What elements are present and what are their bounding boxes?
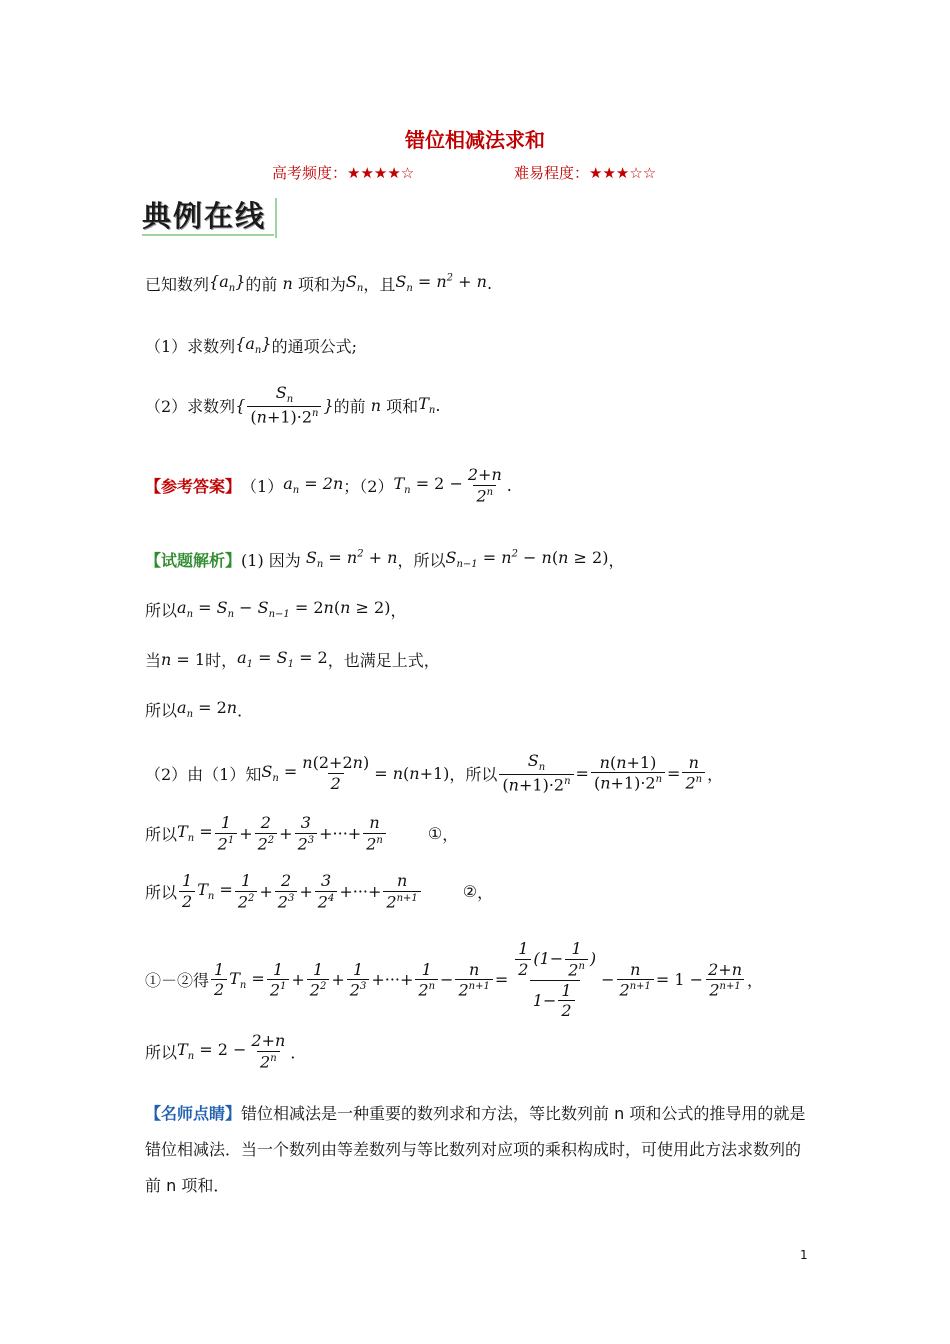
page-title: 错位相减法求和 bbox=[405, 128, 545, 152]
analysis-line-2: 所以 $a_n = S_n - S_{n-1} = 2n(n \ge 2)$ ， bbox=[145, 598, 407, 621]
section-banner-text: 典例在线 bbox=[142, 199, 267, 233]
section-banner bbox=[142, 194, 274, 236]
banner-edge bbox=[275, 198, 277, 238]
problem-intro: 已知数列 $\{a_n\}$ 的前 n 项和为 $S_n$ ，且 $S_n = n^2 + n$ . bbox=[145, 272, 493, 295]
tip-label: 【名师点睛】 bbox=[145, 1104, 242, 1123]
frequency-rating: 高考频度：★★★★☆ bbox=[272, 164, 415, 182]
analysis-line-7: 所以 $\frac{1}{2}$ $T_n$ = $\frac{1}{2^2}$ + $\frac{2}{2^3}$ + $\frac{3}{2^4}$ +···+ $\frac{n}{2^{n+1}}$ ② ， bbox=[145, 871, 494, 911]
teacher-tip bbox=[145, 1096, 810, 1204]
difficulty-rating: 难易程度：★★★☆☆ bbox=[514, 164, 657, 182]
answer-label: 【参考答案】 bbox=[145, 476, 242, 496]
tip-text: 错位相减法是一种重要的数列求和方法，等比数列前 n 项和公式的推导用的就是错位相减法．当一个数列由等差数列与等比数列对应项的乘积构成时，可使用此方法求数列的前 n 项和． bbox=[145, 1104, 806, 1195]
analysis-line-5: （2）由（1）知 $S_n$ = $\frac{n(2+2n)}{2}$ = n(n+1) ， 所以 $\frac{S_n}{(n+1)\cdot 2^n}$ = $\frac{n(n+1)}{(n+1)\cdot 2^n}$ = $\frac{n}{2^n}$ ， bbox=[145, 751, 724, 795]
problem-part-1: （1）求数列 $\{a_n\}$ 的通项公式; bbox=[145, 334, 357, 357]
problem-part-2: （2）求数列 { $\frac{S_n}{(n+1)\cdot 2^n}$ } 的前 n 项和 $T_n$ . bbox=[145, 383, 441, 427]
analysis-label: 【试题解析】 bbox=[145, 551, 242, 570]
page-number: 1 bbox=[800, 1248, 808, 1262]
analysis-line-9: 所以 $T_n = 2$ − $\frac{2+n}{2^n}$ ． bbox=[145, 1031, 307, 1071]
reference-answer: 【参考答案】 （1） $a_n = 2n$ ；（2） $T_n = 2$ − $\frac{2+n}{2^n}$ . bbox=[145, 465, 512, 505]
analysis-line-6: 所以 $T_n$ = $\frac{1}{2^1}$ + $\frac{2}{2^2}$ + $\frac{3}{2^3}$ +···+ $\frac{n}{2^n}$ ① ， bbox=[145, 813, 459, 853]
analysis-line-1: 【试题解析】 (1) 因为 $S_n = n^2 + n$ ， 所以 $S_{n-1} = n^2 - n(n \ge 2)$ ， bbox=[145, 548, 625, 571]
analysis-line-8: ①－②得 $\frac{1}{2}$ $T_n$ = $\frac{1}{2^1}$ + $\frac{1}{2^2}$ + $\frac{1}{2^3}$ +···+ $\frac{1}{2^n}$ − $\frac{n}{2^{n+1}}$ = $\frac{1}{2}$ (1− $\frac{1}{2^n}$ ) 1− $\frac{1}{2}$ − $\frac{n}{2^{n+1}}$ = 1 − $\frac{2+n}{2^{n+1}}$ ， bbox=[145, 939, 764, 1021]
analysis-line-4: 所以 $a_n = 2n$ ． bbox=[145, 698, 254, 721]
analysis-line-3: 当 n = 1 时， $a_1 = S_1 = 2$ ，也满足上式， bbox=[145, 648, 440, 671]
